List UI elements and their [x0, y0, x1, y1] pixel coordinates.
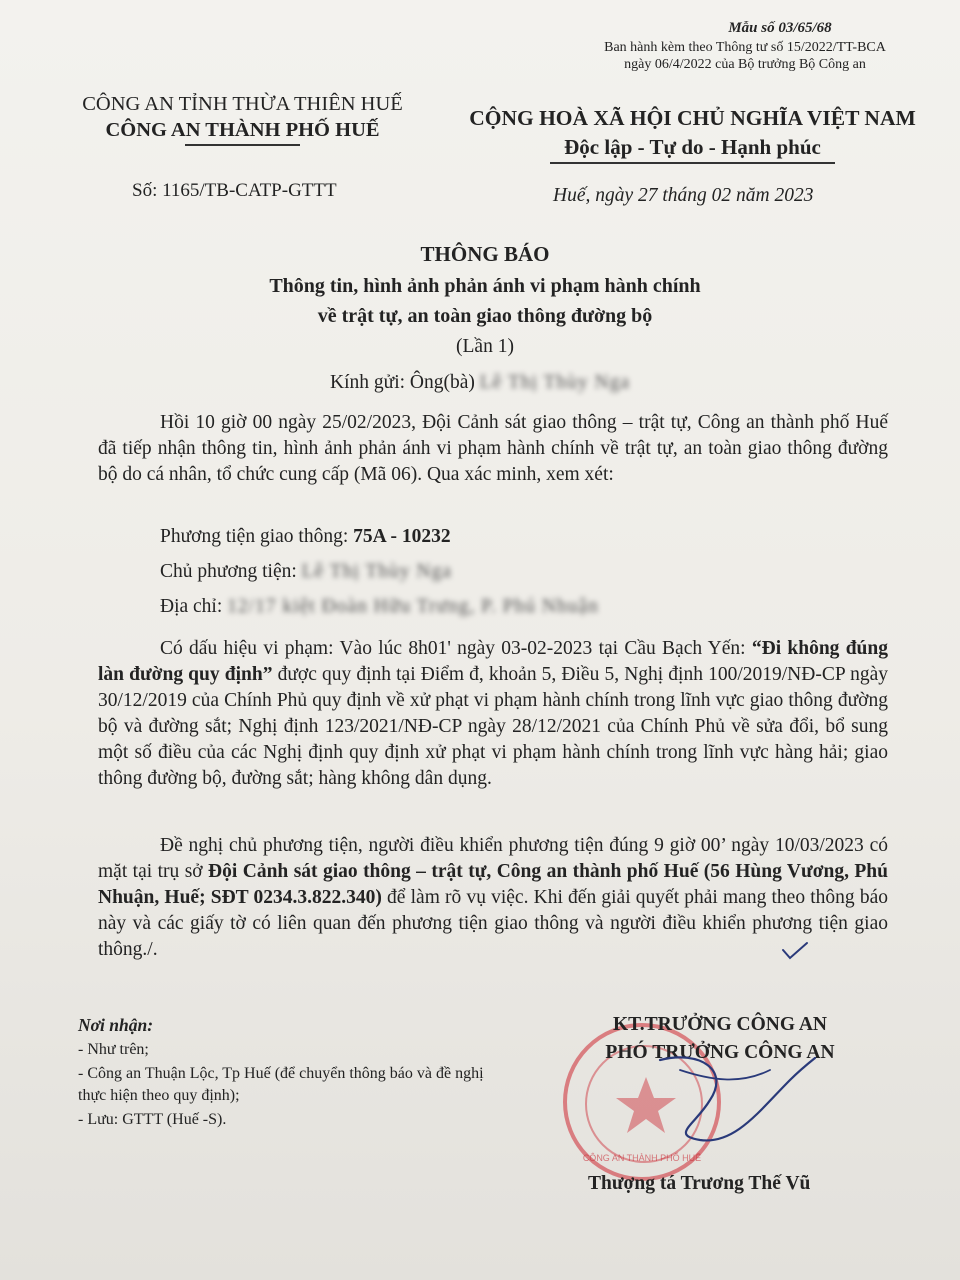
recipients-heading: Nơi nhận:: [78, 1015, 154, 1035]
agency-name: CÔNG AN THÀNH PHỐ HUẾ: [105, 119, 380, 141]
vehicle-row: [160, 526, 451, 548]
issuing-agency-block: [55, 93, 430, 146]
recipient-label: Kính gửi: Ông(bà): [330, 372, 475, 393]
document-title: THÔNG BÁO: [420, 242, 550, 266]
form-number: Mẫu số 03/65/68: [728, 20, 832, 36]
document-subtitle-line1: Thông tin, hình ảnh phản ánh vi phạm hành chính: [269, 275, 701, 297]
violation-paragraph: [98, 636, 888, 792]
attempt-number: (Lần 1): [456, 336, 514, 357]
signature-title-line2: PHÓ TRƯỞNG CÔNG AN: [605, 1042, 835, 1063]
title-block: [150, 242, 820, 358]
recipient-name-redacted: Lê Thị Thùy Nga: [479, 372, 630, 393]
parent-agency: CÔNG AN TỈNH THỪA THIÊN HUẾ: [82, 93, 403, 115]
vehicle-label: Phương tiện giao thông:: [160, 526, 349, 547]
national-heading-block: [455, 106, 930, 164]
motto-underline: [550, 162, 835, 164]
recipients-block: [78, 1015, 508, 1129]
intro-paragraph: Hồi 10 giờ 00 ngày 25/02/2023, Đội Cảnh sát giao thông – trật tự, Công an thành phố Huế đã tiếp nhận thông tin, hình ảnh phản ánh vi phạm hành chính về trật tự, an toàn giao thông đường bộ do cá nhân, tổ chức cung cấp (Mã 06). Qua xác minh, xem xét:: [98, 412, 888, 485]
form-code-block: [580, 20, 910, 73]
place-date: Huế, ngày 27 tháng 02 năm 2023: [553, 185, 814, 206]
nation-name: CỘNG HOÀ XÃ HỘI CHỦ NGHĨA VIỆT NAM: [469, 106, 916, 130]
owner-label: Chủ phương tiện:: [160, 561, 297, 582]
agency-underline: [185, 144, 300, 146]
request-instructions: để làm rõ vụ việc. Khi đến giải quyết phải mang theo thông báo này và các giấy tờ có liên quan đến phương tiện giao thông và người điều khiển phương tiện giao thông./.: [98, 887, 888, 960]
violation-legal-basis: được quy định tại Điểm đ, khoản 5, Điều 5, Nghị định 100/2019/NĐ-CP ngày 30/12/2019 của Chính Phủ quy định về xử phạt vi phạm hành chính trong lĩnh vực giao thông đường bộ và đường sắt; Nghị định 123/2021/NĐ-CP ngày 28/12/2021 của Chính Phủ về sửa đổi, bổ sung một số điều của các Nghị định quy định xử phạt vi phạm hành chính trong lĩnh vực hàng hải; giao thông đường bộ, đường sắt; hàng không dân dụng.: [98, 664, 888, 789]
address-redacted: 12/17 kiệt Đoàn Hữu Trưng, P. Phú Nhuận: [227, 596, 599, 617]
owner-row: [160, 561, 452, 583]
handwritten-signature: [640, 1040, 820, 1160]
request-prefix: Đề nghị chủ phương tiện, người điều khiển phương tiện đúng 9 giờ 00’ ngày 10/03/2023 có mặt tại trụ sở: [98, 835, 888, 882]
recipient-item-1: - Như trên;: [78, 1041, 149, 1058]
request-location: Đội Cảnh sát giao thông – trật tự, Công an thành phố Huế (56 Hùng Vương, Phú Nhuận, Huế; SĐT 0234.3.822.340): [98, 861, 889, 908]
document-number: Số: 1165/TB-CATP-GTTT: [132, 180, 337, 201]
seal-text: CÔNG AN THÀNH PHỐ HUẾ: [582, 1153, 702, 1163]
signer-name: Thượng tá Trương Thế Vũ: [588, 1173, 811, 1194]
request-paragraph: [98, 833, 888, 963]
signature-title-line1: KT.TRƯỞNG CÔNG AN: [613, 1014, 827, 1035]
license-plate: 75A - 10232: [353, 526, 451, 547]
owner-name-redacted: Lê Thị Thùy Nga: [301, 561, 452, 582]
form-issuance-line2: ngày 06/4/2022 của Bộ trưởng Bộ Công an: [624, 57, 866, 72]
recipient-item-3: - Lưu: GTTT (Huế -S).: [78, 1111, 227, 1128]
national-motto: Độc lập - Tự do - Hạnh phúc: [564, 135, 821, 159]
document-subtitle-line2: về trật tự, an toàn giao thông đường bộ: [317, 305, 653, 327]
violation-prefix: Có dấu hiệu vi phạm: Vào lúc 8h01' ngày 03-02-2023 tại Cầu Bạch Yến:: [160, 638, 752, 659]
form-issuance-line1: Ban hành kèm theo Thông tư số 15/2022/TT-BCA: [604, 40, 886, 55]
recipient-item-2: - Công an Thuận Lộc, Tp Huế (để chuyển thông báo và đề nghị thực hiện theo quy định);: [78, 1065, 484, 1104]
address-label: Địa chỉ:: [160, 596, 223, 617]
violation-type: “Đi không đúng làn đường quy định”: [98, 638, 888, 685]
address-row: [160, 596, 599, 618]
tick-mark-icon: [780, 940, 810, 962]
recipient-line: [330, 372, 630, 394]
